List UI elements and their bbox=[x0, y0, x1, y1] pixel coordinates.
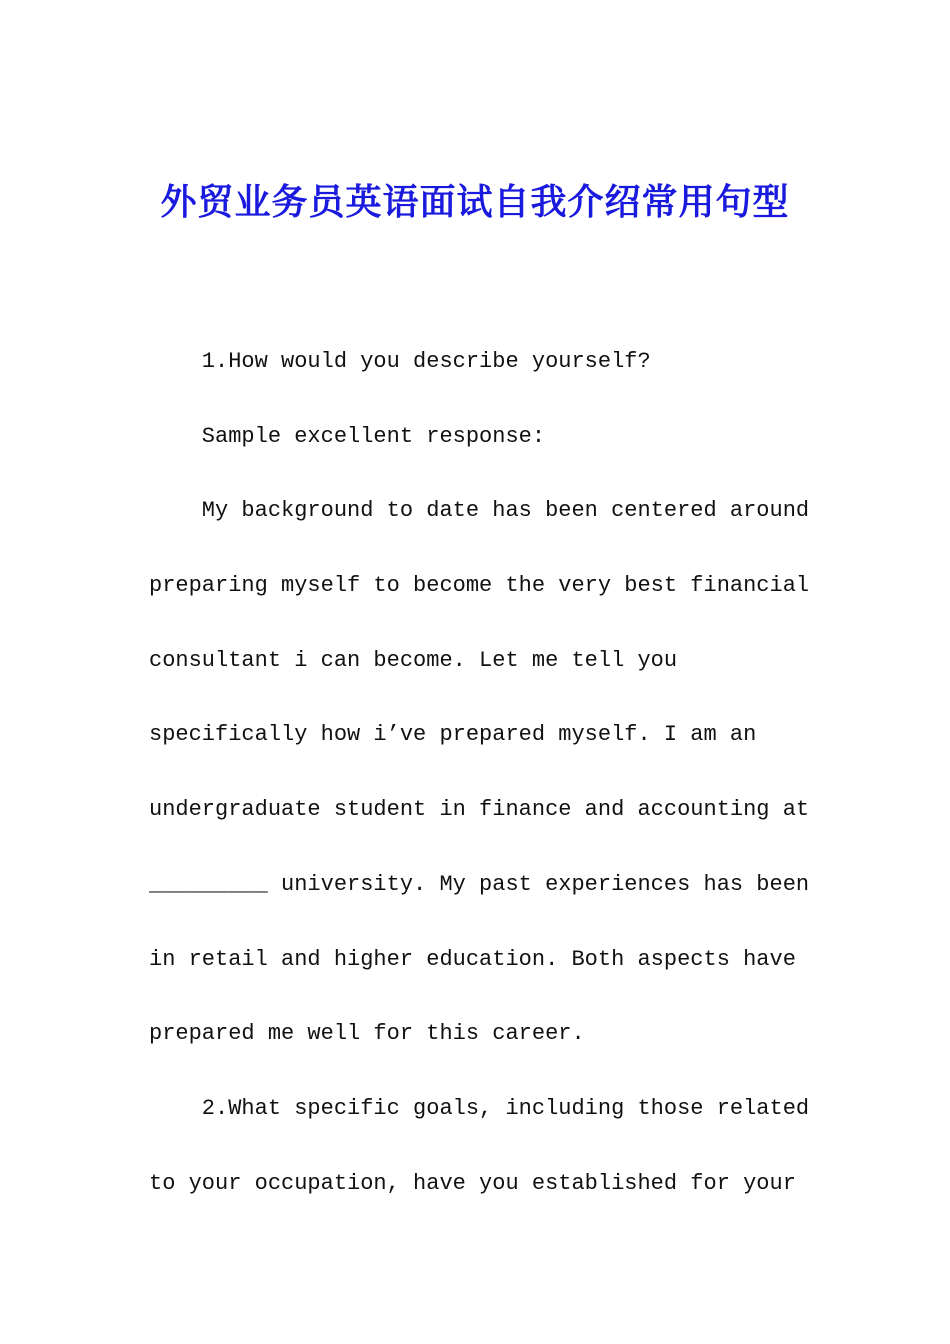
document-title: 外贸业务员英语面试自我介绍常用句型 bbox=[160, 181, 790, 223]
question-2: 2.What specific goals, including those related bbox=[149, 1095, 810, 1121]
paragraph-line: My background to date has been centered around bbox=[149, 498, 810, 524]
paragraph-line: undergraduate student in finance and accounting at bbox=[149, 797, 810, 823]
paragraph-line: in retail and higher education. Both aspects have bbox=[149, 946, 796, 972]
paragraph-line: consultant i can become. Let me tell you bbox=[149, 647, 678, 673]
paragraph-line: prepared me well for this career. bbox=[149, 1021, 585, 1047]
question-1: 1.How would you describe yourself? bbox=[149, 349, 651, 374]
paragraph-line: _________ university. My past experiences has been bbox=[149, 871, 810, 897]
document-body bbox=[149, 325, 809, 1221]
paragraph-line: preparing myself to become the very best financial bbox=[149, 573, 810, 599]
response-heading: Sample excellent response: bbox=[149, 423, 546, 449]
paragraph-line: to your occupation, have you established for your bbox=[149, 1170, 796, 1196]
paragraph-line: specifically how i’ve prepared myself. I am an bbox=[149, 722, 757, 748]
